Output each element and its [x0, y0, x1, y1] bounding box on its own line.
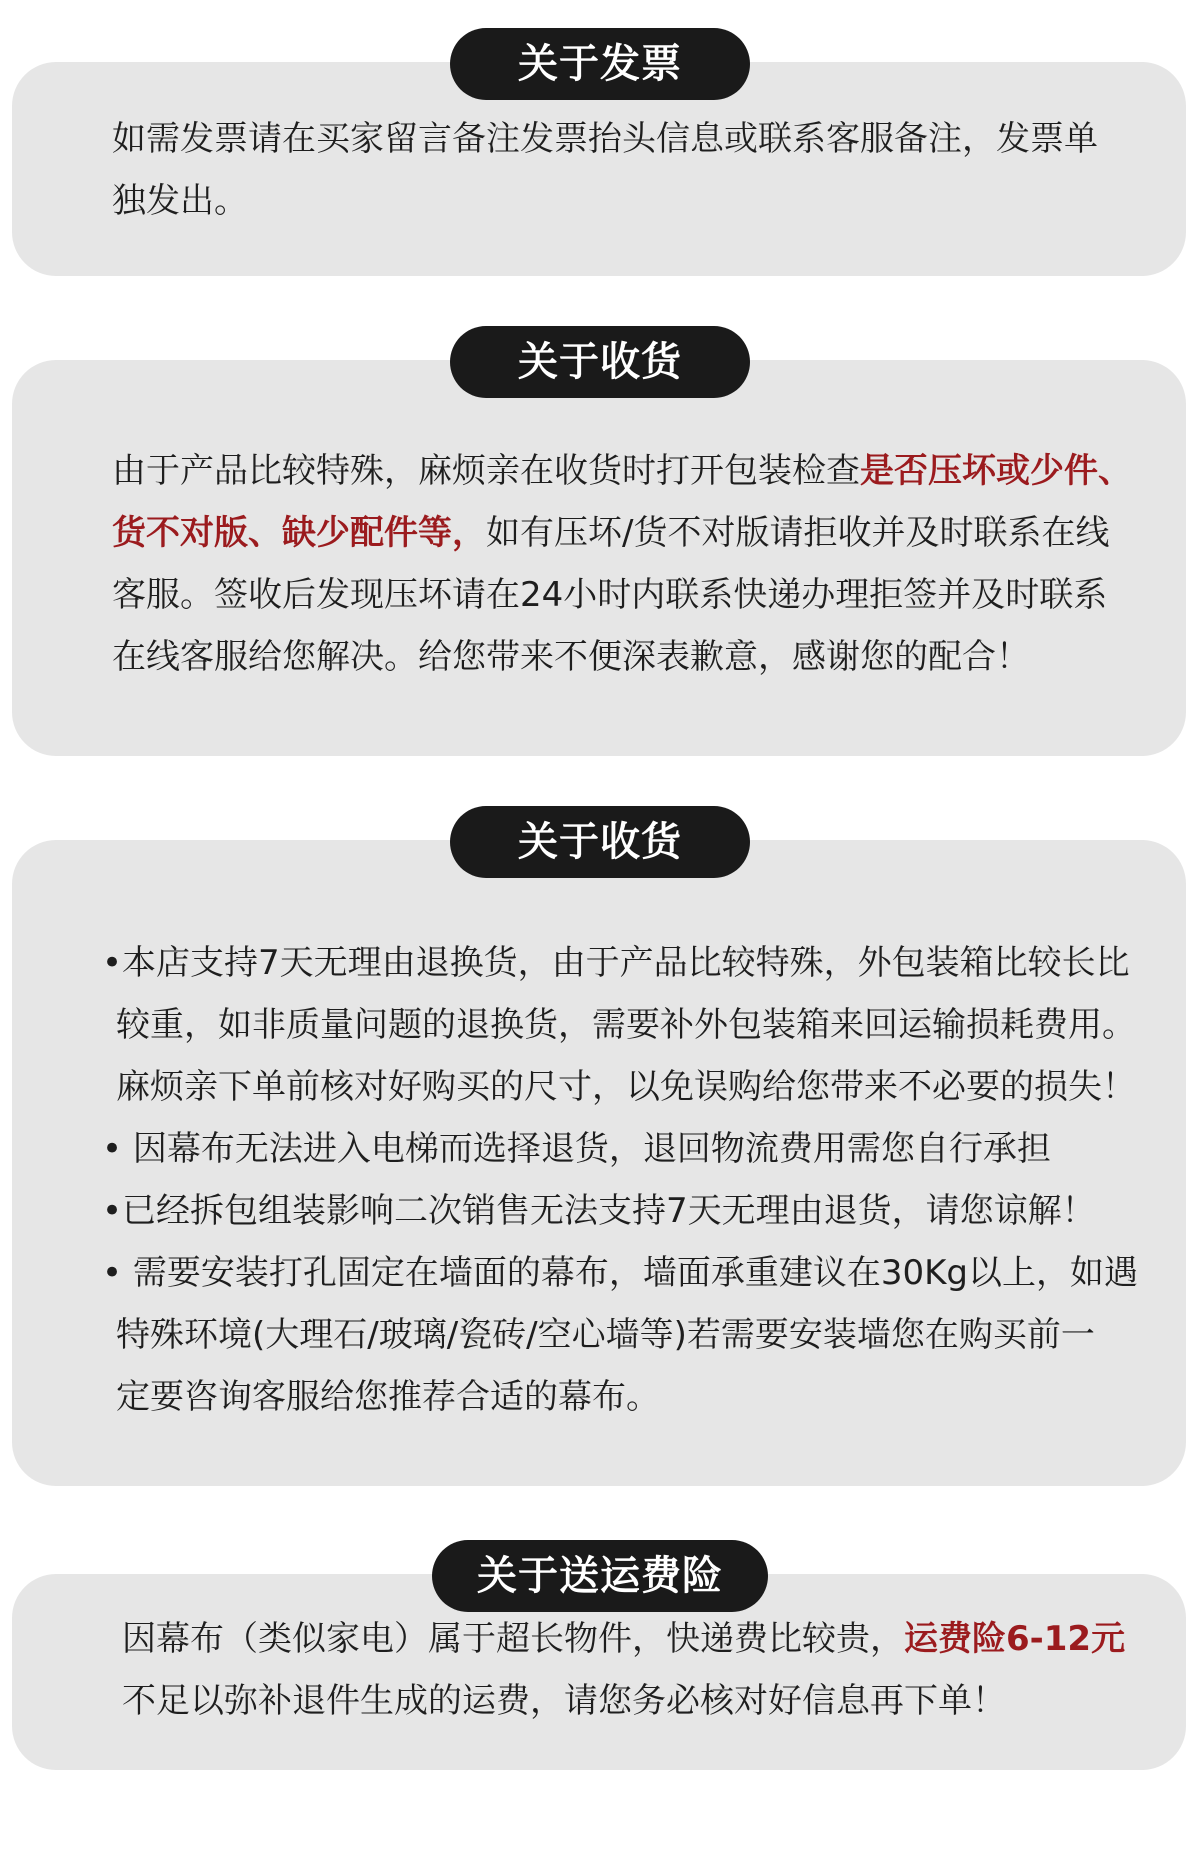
shipping-insurance-line-1	[122, 1608, 1146, 1670]
return-policy-text	[102, 932, 1146, 1428]
return-policy-line-5: •已经拆包组装影响二次销售无法支持7天无理由退货，请您谅解！	[102, 1191, 1096, 1231]
receiving-line-2-normal: 如有压坏/货不对版请拒收并及时联系在线	[486, 513, 1110, 553]
receiving-line-1-normal: 由于产品比较特殊，麻烦亲在收货时打开包装检查	[112, 451, 860, 491]
receiving-line-1-highlight: 是否压坏或少件、	[860, 451, 1132, 491]
receiving-card	[12, 360, 1186, 756]
receiving-line-3: 客服。签收后发现压坏请在24小时内联系快递办理拒签并及时联系	[112, 575, 1108, 615]
shipping-insurance-line-2: 不足以弥补退件生成的运费，请您务必核对好信息再下单！	[122, 1681, 1006, 1721]
shipping-insurance-text	[122, 1608, 1146, 1732]
receiving-section-title: 关于收货	[450, 326, 750, 398]
invoice-text	[112, 108, 1146, 232]
return-policy-line-4: • 因幕布无法进入电梯而选择退货，退回物流费用需您自行承担	[102, 1129, 1051, 1169]
invoice-line-2: 独发出。	[112, 181, 248, 221]
receiving-line-1	[112, 440, 1146, 502]
shipping-insurance-section-title: 关于送运费险	[432, 1540, 768, 1612]
receiving-line-2	[112, 502, 1146, 564]
receiving-text	[112, 440, 1146, 688]
return-policy-line-2: 较重，如非质量问题的退换货，需要补外包装箱来回运输损耗费用。	[116, 1005, 1136, 1045]
return-policy-card	[12, 840, 1186, 1486]
return-policy-section-title: 关于收货	[450, 806, 750, 878]
return-policy-line-3: 麻烦亲下单前核对好购买的尺寸，以免误购给您带来不必要的损失！	[116, 1067, 1136, 1107]
receiving-line-4: 在线客服给您解决。给您带来不便深表歉意，感谢您的配合！	[112, 637, 1030, 677]
return-policy-line-7: 特殊环境(大理石/玻璃/瓷砖/空心墙等)若需要安装墙您在购买前一	[116, 1315, 1095, 1355]
shipping-insurance-line-1-highlight: 运费险6-12元	[904, 1619, 1126, 1659]
shipping-insurance-line-1-normal: 因幕布（类似家电）属于超长物件，快递费比较贵，	[122, 1619, 904, 1659]
return-policy-line-6: • 需要安装打孔固定在墙面的幕布，墙面承重建议在30Kg以上，如遇	[102, 1253, 1139, 1293]
invoice-line-1: 如需发票请在买家留言备注发票抬头信息或联系客服备注，发票单	[112, 119, 1098, 159]
invoice-section-title: 关于发票	[450, 28, 750, 100]
return-policy-line-8: 定要咨询客服给您推荐合适的幕布。	[116, 1377, 660, 1417]
receiving-line-2-highlight: 货不对版、缺少配件等，	[112, 513, 486, 553]
return-policy-line-1: •本店支持7天无理由退换货，由于产品比较特殊，外包装箱比较长比	[102, 943, 1130, 983]
